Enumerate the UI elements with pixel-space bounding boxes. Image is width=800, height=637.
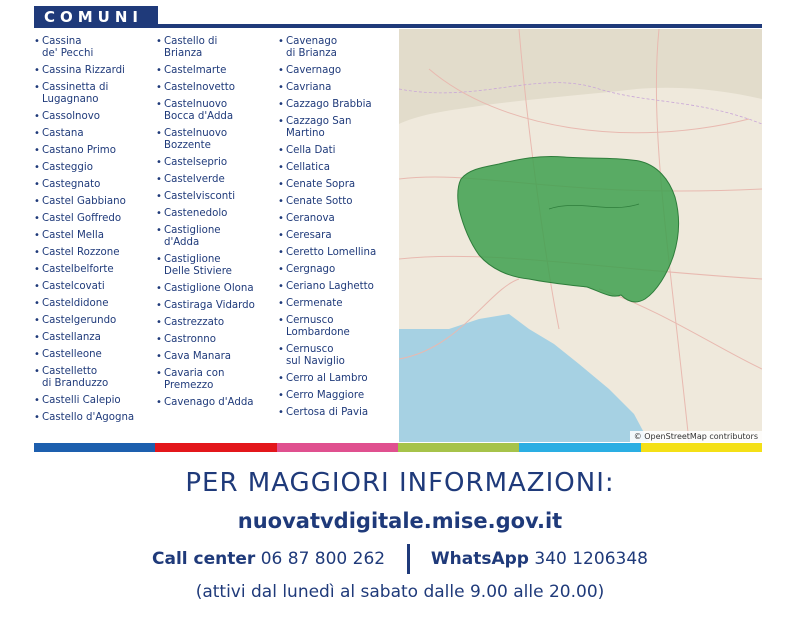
bullet-icon: • bbox=[34, 36, 40, 47]
comune-list-item bbox=[278, 281, 396, 293]
bullet-icon: • bbox=[278, 373, 284, 384]
comune-list-item bbox=[34, 281, 152, 293]
comune-list-item bbox=[156, 65, 274, 77]
comune-list-item bbox=[34, 213, 152, 225]
bullet-icon: • bbox=[278, 145, 284, 156]
comune-list-item bbox=[34, 366, 152, 390]
comune-name: Castiglione Olona bbox=[164, 283, 254, 294]
bullet-icon: • bbox=[156, 225, 162, 236]
info-title: PER MAGGIORI INFORMAZIONI: bbox=[185, 468, 615, 498]
comune-list-item bbox=[278, 179, 396, 191]
bullet-icon: • bbox=[34, 162, 40, 173]
comune-name: Cassina Rizzardi bbox=[42, 65, 125, 76]
comune-name: Castelverde bbox=[164, 174, 225, 185]
bullet-icon: • bbox=[34, 281, 40, 292]
bullet-icon: • bbox=[156, 368, 162, 379]
comuni-header bbox=[34, 6, 762, 28]
whatsapp-number[interactable]: 340 1206348 bbox=[534, 549, 648, 569]
comune-list-item bbox=[278, 145, 396, 157]
bullet-icon: • bbox=[34, 111, 40, 122]
comune-list-item bbox=[34, 145, 152, 157]
callcenter-label: Call center bbox=[152, 549, 256, 569]
comune-list-item bbox=[34, 395, 152, 407]
opening-hours: (attivi dal lunedì al sabato dalle 9.00 alle 20.00) bbox=[195, 582, 605, 602]
comune-list-item bbox=[278, 36, 396, 60]
bullet-icon: • bbox=[156, 351, 162, 362]
comune-name: Cerro al Lambro bbox=[286, 373, 368, 384]
bullet-icon: • bbox=[156, 157, 162, 168]
comune-name: Casteggio bbox=[42, 162, 93, 173]
bullet-icon: • bbox=[278, 196, 284, 207]
comune-name: Cassina de' Pecchi bbox=[42, 36, 94, 59]
comune-list-item bbox=[34, 349, 152, 361]
bullet-icon: • bbox=[34, 128, 40, 139]
comune-name: Castelnuovo Bozzente bbox=[164, 128, 228, 151]
comune-list-item bbox=[278, 65, 396, 77]
comune-name: Castegnato bbox=[42, 179, 101, 190]
comune-list-item bbox=[278, 247, 396, 259]
comuni-column-1 bbox=[34, 36, 152, 429]
comune-name: Casteldidone bbox=[42, 298, 109, 309]
bullet-icon: • bbox=[34, 395, 40, 406]
bullet-icon: • bbox=[34, 196, 40, 207]
bullet-icon: • bbox=[278, 99, 284, 110]
coverage-map[interactable] bbox=[399, 29, 762, 442]
comune-name: Castiraga Vidardo bbox=[164, 300, 255, 311]
comune-name: Cavernago bbox=[286, 65, 342, 76]
bullet-icon: • bbox=[34, 315, 40, 326]
bullet-icon: • bbox=[278, 36, 284, 47]
bullet-icon: • bbox=[34, 349, 40, 360]
bullet-icon: • bbox=[278, 247, 284, 258]
comune-list-item bbox=[278, 196, 396, 208]
comune-list-item bbox=[156, 157, 274, 169]
comune-name: Cernusco Lombardone bbox=[286, 315, 350, 338]
comune-list-item bbox=[34, 128, 152, 140]
contact-separator bbox=[407, 544, 410, 574]
comuni-column-2 bbox=[156, 36, 274, 414]
comune-list-item bbox=[156, 174, 274, 186]
comune-list-item bbox=[34, 162, 152, 174]
comune-list-item bbox=[156, 36, 274, 60]
info-url-link[interactable]: nuovatvdigitale.mise.gov.it bbox=[237, 509, 563, 533]
comune-name: Cenate Sotto bbox=[286, 196, 353, 207]
comune-list-item bbox=[278, 230, 396, 242]
comune-name: Castellanza bbox=[42, 332, 101, 343]
bullet-icon: • bbox=[34, 298, 40, 309]
comuni-column-3 bbox=[278, 36, 396, 424]
comune-name: Castello d'Agogna bbox=[42, 412, 135, 423]
comune-name: Ceretto Lomellina bbox=[286, 247, 377, 258]
comune-list-item bbox=[34, 82, 152, 106]
comune-name: Castelli Calepio bbox=[42, 395, 121, 406]
comune-name: Castelnovetto bbox=[164, 82, 235, 93]
bullet-icon: • bbox=[278, 230, 284, 241]
bullet-icon: • bbox=[278, 162, 284, 173]
bullet-icon: • bbox=[156, 191, 162, 202]
bullet-icon: • bbox=[156, 397, 162, 408]
comune-name: Castana bbox=[42, 128, 84, 139]
bullet-icon: • bbox=[156, 99, 162, 110]
comune-list-item bbox=[156, 82, 274, 94]
bullet-icon: • bbox=[34, 179, 40, 190]
comune-name: Castelnuovo Bocca d'Adda bbox=[164, 99, 234, 122]
comune-list-item bbox=[278, 344, 396, 368]
bullet-icon: • bbox=[278, 281, 284, 292]
bullet-icon: • bbox=[34, 213, 40, 224]
bullet-icon: • bbox=[34, 145, 40, 156]
bullet-icon: • bbox=[156, 208, 162, 219]
bullet-icon: • bbox=[34, 65, 40, 76]
comune-name: Cenate Sopra bbox=[286, 179, 356, 190]
map-credit[interactable]: © OpenStreetMap contributors bbox=[630, 431, 762, 442]
comune-name: Certosa di Pavia bbox=[286, 407, 369, 418]
comune-name: Castelbelforte bbox=[42, 264, 114, 275]
bullet-icon: • bbox=[34, 264, 40, 275]
map-graphic bbox=[399, 29, 762, 442]
bullet-icon: • bbox=[278, 298, 284, 309]
bullet-icon: • bbox=[156, 65, 162, 76]
bullet-icon: • bbox=[156, 283, 162, 294]
comune-list-item bbox=[156, 208, 274, 220]
comune-name: Cazzago San Martino bbox=[286, 116, 352, 139]
comune-name: Cellatica bbox=[286, 162, 330, 173]
header-rule bbox=[158, 24, 762, 28]
bullet-icon: • bbox=[156, 334, 162, 345]
comune-name: Castronno bbox=[164, 334, 217, 345]
comune-name: Castelleone bbox=[42, 349, 102, 360]
comune-name: Castano Primo bbox=[42, 145, 116, 156]
comune-list-item bbox=[34, 230, 152, 242]
bullet-icon: • bbox=[278, 264, 284, 275]
color-stripe-segment bbox=[277, 443, 398, 452]
bullet-icon: • bbox=[278, 407, 284, 418]
comune-list-item bbox=[34, 179, 152, 191]
bullet-icon: • bbox=[156, 128, 162, 139]
bullet-icon: • bbox=[156, 174, 162, 185]
comune-list-item bbox=[156, 351, 274, 363]
color-stripe-segment bbox=[34, 443, 155, 452]
contact-line bbox=[0, 544, 800, 574]
comune-list-item bbox=[278, 373, 396, 385]
bullet-icon: • bbox=[156, 300, 162, 311]
comune-list-item bbox=[34, 264, 152, 276]
comune-list-item bbox=[278, 407, 396, 419]
comune-name: Cella Dati bbox=[286, 145, 336, 156]
comune-list-item bbox=[34, 65, 152, 77]
comune-name: Castello di Brianza bbox=[164, 36, 218, 59]
bullet-icon: • bbox=[278, 390, 284, 401]
bullet-icon: • bbox=[34, 247, 40, 258]
comune-list-item bbox=[34, 332, 152, 344]
comune-list-item bbox=[34, 196, 152, 208]
callcenter-number[interactable]: 06 87 800 262 bbox=[260, 549, 386, 569]
bullet-icon: • bbox=[34, 332, 40, 343]
comune-name: Cassolnovo bbox=[42, 111, 100, 122]
bullet-icon: • bbox=[278, 213, 284, 224]
color-stripe-segment bbox=[155, 443, 276, 452]
bullet-icon: • bbox=[156, 82, 162, 93]
comune-name: Castelcovati bbox=[42, 281, 105, 292]
comune-list-item bbox=[34, 111, 152, 123]
comune-list-item bbox=[156, 128, 274, 152]
comune-name: Castelmarte bbox=[164, 65, 227, 76]
comune-name: Cergnago bbox=[286, 264, 336, 275]
comune-name: Castel Goffredo bbox=[42, 213, 122, 224]
comune-list-item bbox=[156, 254, 274, 278]
comune-name: Castel Rozzone bbox=[42, 247, 120, 258]
comune-name: Cavaria con Premezzo bbox=[164, 368, 225, 391]
bullet-icon: • bbox=[278, 82, 284, 93]
bullet-icon: • bbox=[278, 344, 284, 355]
comune-list-item bbox=[278, 315, 396, 339]
comune-list-item bbox=[156, 368, 274, 392]
comune-list-item bbox=[156, 99, 274, 123]
comuni-title: COMUNI bbox=[34, 6, 158, 28]
comune-name: Castiglione d'Adda bbox=[164, 225, 221, 248]
comune-name: Cava Manara bbox=[164, 351, 232, 362]
comune-name: Castelseprio bbox=[164, 157, 228, 168]
comune-name: Cerro Maggiore bbox=[286, 390, 365, 401]
color-stripe-segment bbox=[398, 443, 519, 452]
whatsapp-label: WhatsApp bbox=[430, 549, 529, 569]
comune-name: Cazzago Brabbia bbox=[286, 99, 372, 110]
comune-list-item bbox=[156, 334, 274, 346]
comune-list-item bbox=[278, 82, 396, 94]
comune-name: Ceriano Laghetto bbox=[286, 281, 374, 292]
comune-name: Cavenago d'Adda bbox=[164, 397, 254, 408]
comune-list-item bbox=[278, 116, 396, 140]
comune-name: Cassinetta di Lugagnano bbox=[42, 82, 109, 105]
color-stripe-segment bbox=[641, 443, 762, 452]
comune-name: Cernusco sul Naviglio bbox=[286, 344, 345, 367]
bullet-icon: • bbox=[34, 366, 40, 377]
bullet-icon: • bbox=[156, 317, 162, 328]
comune-list-item bbox=[156, 397, 274, 409]
comune-list-item bbox=[156, 191, 274, 203]
comune-list-item bbox=[278, 264, 396, 276]
comune-name: Castel Mella bbox=[42, 230, 104, 241]
bullet-icon: • bbox=[278, 65, 284, 76]
bullet-icon: • bbox=[34, 230, 40, 241]
comune-list-item bbox=[156, 317, 274, 329]
comune-name: Castelgerundo bbox=[42, 315, 117, 326]
comune-list-item bbox=[34, 247, 152, 259]
comune-name: Castelvisconti bbox=[164, 191, 236, 202]
comune-name: Ceranova bbox=[286, 213, 335, 224]
comune-list-item bbox=[34, 412, 152, 424]
bullet-icon: • bbox=[278, 179, 284, 190]
bullet-icon: • bbox=[278, 315, 284, 326]
bullet-icon: • bbox=[34, 412, 40, 423]
comune-name: Cavriana bbox=[286, 82, 332, 93]
comune-name: Castiglione Delle Stiviere bbox=[164, 254, 232, 277]
comune-list-item bbox=[278, 213, 396, 225]
comune-list-item bbox=[278, 298, 396, 310]
color-stripe bbox=[34, 443, 762, 452]
bullet-icon: • bbox=[156, 254, 162, 265]
comune-list-item bbox=[34, 298, 152, 310]
comune-name: Cermenate bbox=[286, 298, 343, 309]
comune-list-item bbox=[156, 225, 274, 249]
comune-list-item bbox=[156, 300, 274, 312]
comune-name: Ceresara bbox=[286, 230, 332, 241]
comune-name: Castelletto di Branduzzo bbox=[42, 366, 109, 389]
comune-name: Cavenago di Brianza bbox=[286, 36, 338, 59]
comune-list-item bbox=[278, 162, 396, 174]
comune-list-item bbox=[156, 283, 274, 295]
comune-list-item bbox=[34, 315, 152, 327]
comune-name: Castrezzato bbox=[164, 317, 225, 328]
bullet-icon: • bbox=[156, 36, 162, 47]
color-stripe-segment bbox=[519, 443, 640, 452]
bullet-icon: • bbox=[34, 82, 40, 93]
comune-name: Castenedolo bbox=[164, 208, 228, 219]
comune-list-item bbox=[34, 36, 152, 60]
comune-list-item bbox=[278, 99, 396, 111]
comune-name: Castel Gabbiano bbox=[42, 196, 126, 207]
bullet-icon: • bbox=[278, 116, 284, 127]
comune-list-item bbox=[278, 390, 396, 402]
